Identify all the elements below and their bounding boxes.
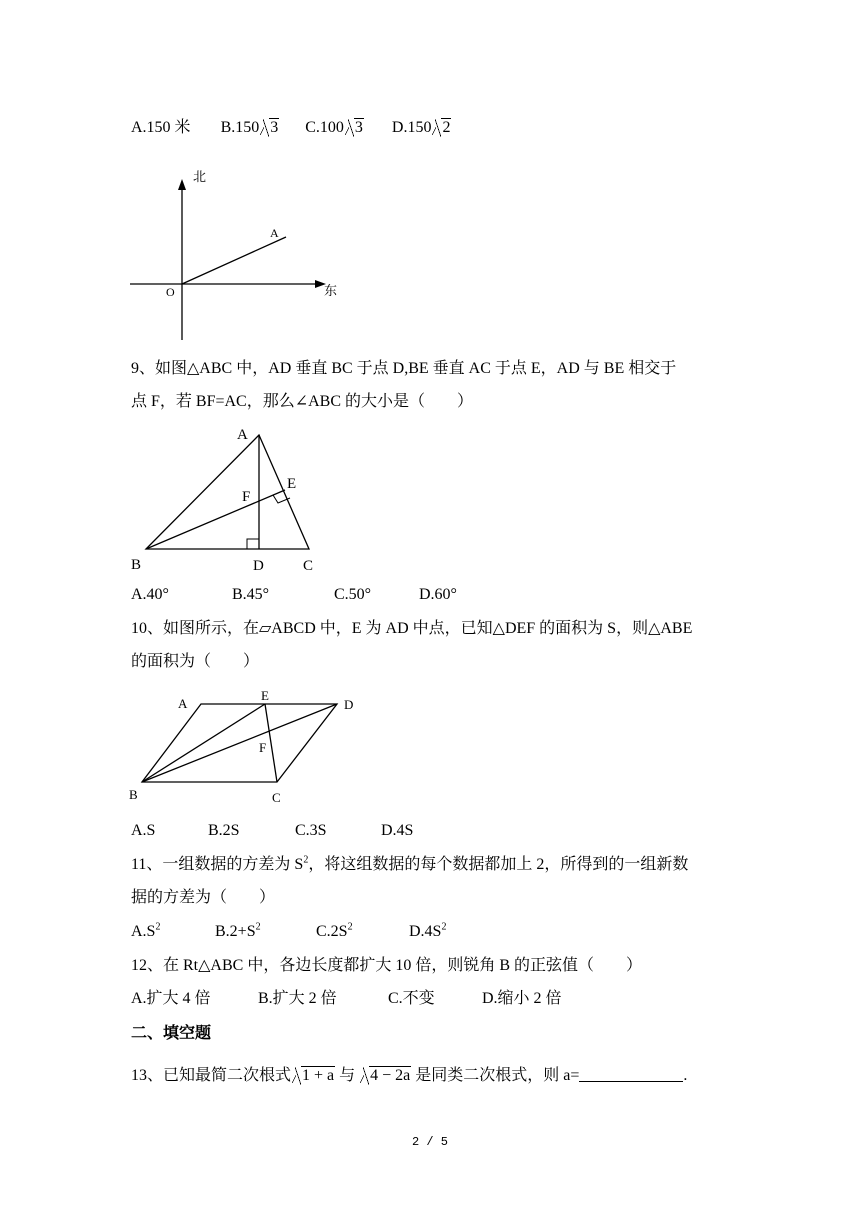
q9-line1: 9、如图△ABC 中，AD 垂直 BC 于点 D,BE 垂直 AC 于点 E，AD 与 BE 相交于: [131, 360, 677, 377]
q9-option-c: C.50°: [334, 586, 372, 603]
q12-option-c: C.不变: [388, 990, 435, 1007]
q10-option-a: A.S: [131, 822, 156, 839]
q11-option-b: $B.2+S^2$: [215, 921, 261, 940]
label-point-a: A: [270, 226, 279, 240]
q8-option-d: D.150 2: [391, 119, 451, 136]
q12-option-d: D.缩小 2 倍: [482, 990, 562, 1007]
fig10-label-a: A: [178, 696, 188, 711]
label-north: 北: [193, 169, 207, 184]
q9-option-b: B.45°: [232, 586, 270, 603]
q8-direction-figure: [125, 165, 355, 345]
q9-triangle-figure: [125, 420, 335, 580]
q8-option-c: C.100 3: [305, 119, 363, 136]
q9-option-d: D.60°: [419, 586, 457, 603]
fig10-label-e: E: [261, 688, 269, 703]
sqrt-symbol: 3: [260, 118, 279, 138]
answer-blank[interactable]: [579, 1065, 683, 1082]
q11-option-d: $D.4S^2$: [409, 921, 447, 940]
fig9-label-d: D: [253, 558, 264, 574]
fig10-label-b: B: [129, 787, 138, 802]
q10-parallelogram-figure: [125, 685, 365, 810]
q10-options: [131, 821, 413, 841]
label-east: 东: [324, 283, 338, 298]
q13-line: 13、已知最简二次根式 1 + a 与 4 − 2a 是同类二次根式，则 a= .: [131, 1067, 688, 1084]
fig10-label-f: F: [259, 740, 267, 755]
q10-line2: 的面积为（ ）: [131, 653, 260, 670]
q8-option-b: B.150 3: [220, 119, 279, 136]
q11-line1: 11、一组数据的方差为 $S^2$，将这组数据的每个数据都加上 2，所得到的一组新数: [131, 854, 689, 873]
sqrt-symbol: 4 − 2a: [360, 1066, 411, 1086]
q11-options: [131, 922, 446, 942]
fig9-label-a: A: [237, 427, 248, 443]
q9-option-a: A.40°: [131, 586, 169, 603]
page-number: 2 / 5: [411, 1135, 448, 1149]
q9-line2: 点 F，若 BF=AC，那么∠ABC 的大小是（ ）: [131, 393, 474, 410]
fig9-label-e: E: [287, 476, 297, 492]
q11-line2: 据的方差为（ ）: [131, 889, 276, 906]
q9-options: [131, 585, 457, 605]
fig9-label-c: C: [303, 558, 314, 574]
q12-options: [131, 989, 562, 1009]
q8-option-a: A.150 米: [131, 119, 191, 136]
label-origin: O: [166, 285, 175, 299]
q10-option-b: B.2S: [208, 822, 240, 839]
sqrt-symbol: 2: [432, 118, 451, 138]
q12-line1: 12、在 Rt△ABC 中，各边长度都扩大 10 倍，则锐角 B 的正弦值（ ）: [131, 957, 642, 974]
sqrt-symbol: 1 + a: [292, 1066, 335, 1086]
sqrt-symbol: 3: [345, 118, 364, 138]
fig9-label-b: B: [131, 557, 142, 573]
q11-option-a: $A.S^2$: [131, 921, 161, 940]
q10-option-c: C.3S: [295, 822, 327, 839]
q10-option-d: D.4S: [381, 822, 414, 839]
section-heading-fill-in: 二、填空题: [131, 1023, 212, 1042]
fig10-label-d: D: [344, 697, 354, 712]
q8-options: [131, 118, 451, 138]
q12-option-b: B.扩大 2 倍: [258, 990, 337, 1007]
fig9-label-f: F: [242, 489, 251, 505]
q10-line1: 10、如图所示，在▱ABCD 中，E 为 AD 中点，已知△DEF 的面积为 S，则△ABE: [131, 620, 693, 637]
q11-option-c: $C.2S^2$: [316, 921, 353, 940]
fig10-label-c: C: [272, 790, 281, 805]
q12-option-a: A.扩大 4 倍: [131, 990, 211, 1007]
